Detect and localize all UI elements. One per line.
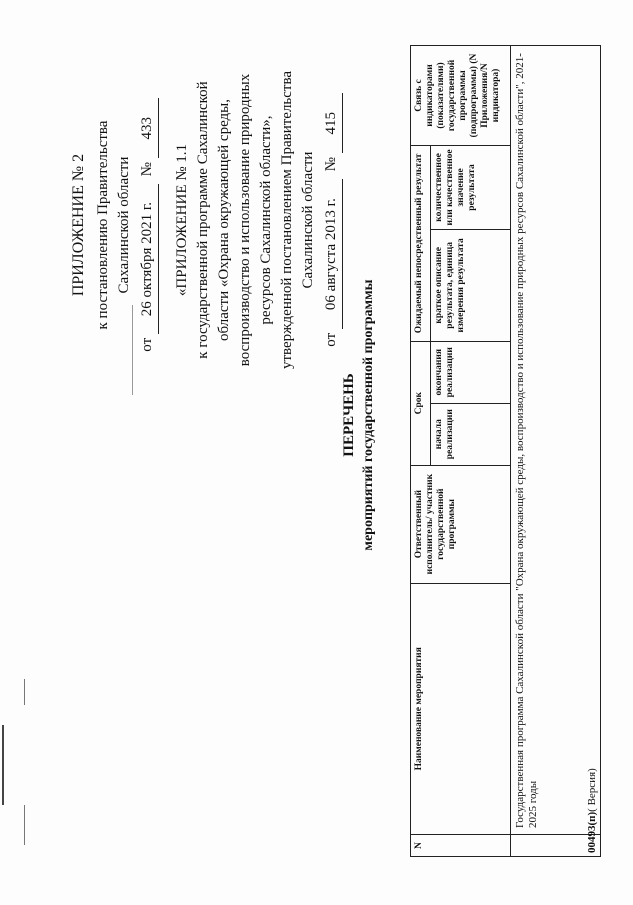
appendix-old-block [172, 55, 343, 385]
appendix-old-number: 415 [321, 93, 343, 153]
appendix-old-date-prefix: от [323, 332, 339, 347]
appendix-line2: Сахалинской области [116, 156, 132, 294]
appendix-number-prefix: № [139, 162, 155, 177]
scan-speck [2, 725, 4, 805]
appendix-title: ПРИЛОЖЕНИЕ № 2 [70, 153, 87, 297]
heading-block [340, 225, 378, 605]
col-name: Наименование мероприятия [411, 583, 511, 834]
appendix-block [68, 65, 159, 385]
appendix-old-line3: воспроизводство и использование природных [237, 73, 253, 367]
col-term: Срок [411, 341, 431, 465]
col-term-end: окончания реализации [431, 341, 511, 403]
program-row: Государственная программа Сахалинской области "Охрана окружающей среды, воспроизводство и использование природных ресурсов Сахалинской области", 2021-2025 годы [511, 46, 601, 835]
scan-speck [24, 679, 25, 705]
col-result-value: количественное или качественное значение результата [431, 145, 511, 229]
measures-table [410, 45, 601, 857]
appendix-old-line5: утвержденной постановлением Правительства [279, 70, 295, 370]
scan-line [132, 305, 133, 395]
footer-version [586, 768, 598, 853]
col-result: Ожидаемый непосредственный результат [411, 145, 431, 341]
heading-title: ПЕРЕЧЕНЬ [341, 373, 357, 457]
col-link: Связь с индикаторами (показателями) государственной программы (подпрограммы) (N Приложения/N индикатора) [411, 46, 511, 146]
col-exec: Ответственный исполнитель/ участник государственной программы [411, 465, 511, 583]
appendix-date-row [137, 65, 159, 385]
col-term-start: начала реализации [431, 403, 511, 465]
appendix-old-line6: Сахалинской области [300, 151, 316, 289]
appendix-old-title: «ПРИЛОЖЕНИЕ № 1.1 [174, 143, 190, 297]
col-num: N [411, 835, 511, 857]
appendix-number: 433 [137, 98, 159, 158]
footer-version-label: ( Версия) [586, 768, 598, 812]
appendix-old-number-prefix: № [323, 157, 339, 172]
appendix-old-line2: области «Охрана окружающей среды, [216, 99, 232, 341]
appendix-line1: к постановлению Правительства [95, 120, 111, 330]
heading-subtitle: мероприятий государственной программы [361, 279, 376, 551]
appendix-date-prefix: от [139, 337, 155, 352]
footer-code: 00493(п) [586, 811, 598, 853]
appendix-old-date: 06 августа 2013 г. [321, 179, 343, 329]
col-result-desc: краткое описание результата, единица измерения результата [431, 229, 511, 341]
appendix-old-line1: к государственной программе Сахалинской [195, 81, 211, 359]
appendix-date: 26 октября 2021 г. [137, 184, 159, 334]
appendix-old-line4: ресурсов Сахалинской области», [258, 115, 274, 325]
scan-speck [24, 805, 25, 845]
